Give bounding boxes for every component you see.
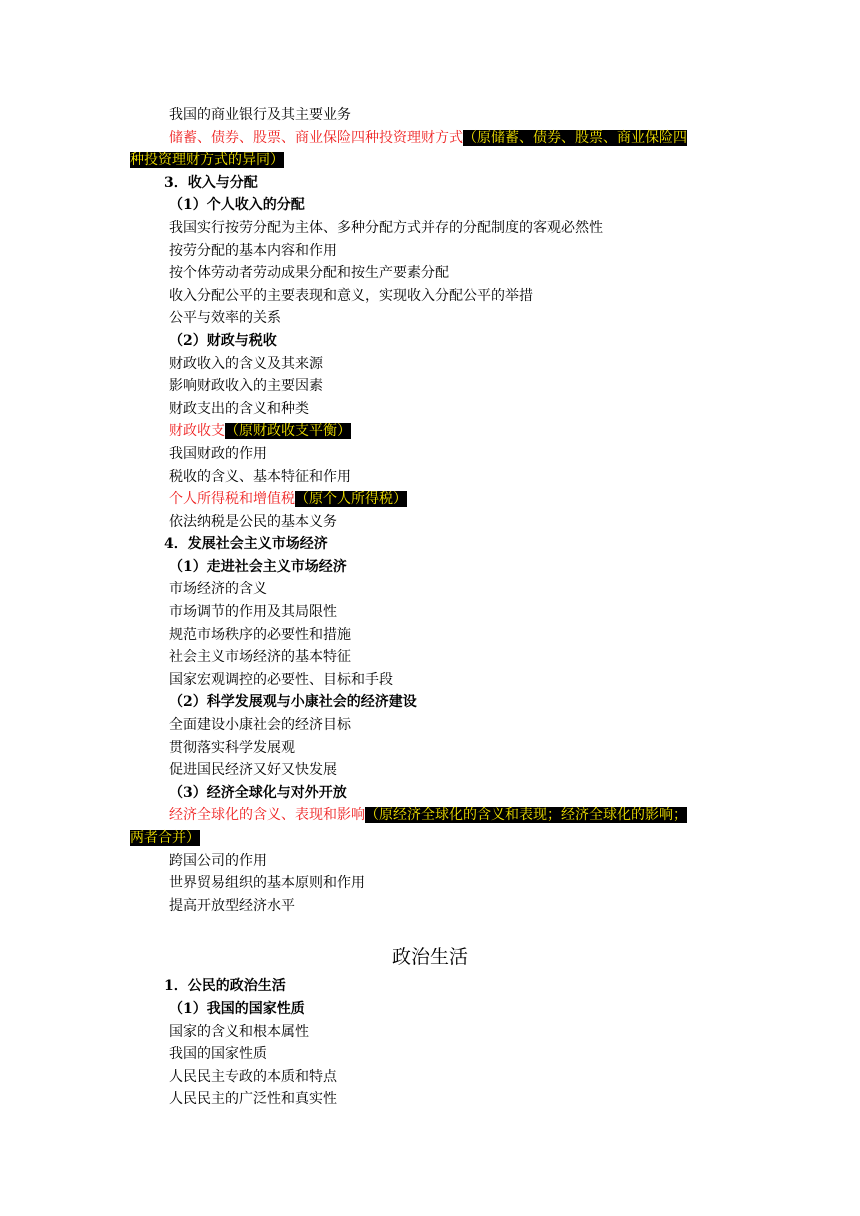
list-item: 规范市场秩序的必要性和措施	[169, 626, 351, 643]
subsection-heading: （1）走进社会主义市场经济	[169, 558, 347, 575]
change-note-continuation: 种投资理财方式的异同）	[130, 152, 284, 169]
section-heading: 3．收入与分配	[164, 174, 258, 191]
list-item: 市场经济的含义	[169, 581, 267, 598]
chapter-title	[0, 939, 860, 975]
list-item	[0, 104, 860, 127]
item-text: 我国的商业银行及其主要业务	[169, 107, 351, 123]
list-item: 按个体劳动者劳动成果分配和按生产要素分配	[169, 265, 449, 282]
list-item: 我国实行按劳分配为主体、多种分配方式并存的分配制度的客观必然性	[169, 219, 603, 236]
change-note: （原储蓄、债券、股票、商业保险四	[463, 129, 687, 146]
changed-item-text: 个人所得税和增值税	[169, 491, 295, 508]
list-item: 贯彻落实科学发展观	[169, 739, 295, 756]
list-item: 影响财政收入的主要因素	[169, 378, 323, 395]
subsection-heading: （3）经济全球化与对外开放	[169, 784, 347, 801]
changed-item-text: 储蓄、债券、股票、商业保险四种投资理财方式	[169, 129, 463, 146]
list-item: 国家宏观调控的必要性、目标和手段	[169, 671, 393, 688]
section-heading: 4．发展社会主义市场经济	[164, 536, 328, 553]
list-item: 国家的含义和根本属性	[169, 1023, 309, 1040]
list-item: 全面建设小康社会的经济目标	[169, 717, 351, 734]
list-item: 税收的含义、基本特征和作用	[169, 468, 351, 485]
section-spacer	[0, 917, 860, 939]
list-item: 依法纳税是公民的基本义务	[169, 513, 337, 530]
list-item: 跨国公司的作用	[169, 852, 267, 869]
list-item: 人民民主专政的本质和特点	[169, 1068, 337, 1085]
subsection-heading: （1）我国的国家性质	[169, 1000, 305, 1017]
list-item: 我国财政的作用	[169, 445, 267, 462]
change-note: （原个人所得税）	[295, 491, 407, 508]
chapter-title-text: 政治生活	[391, 946, 468, 969]
list-item-continuation	[0, 827, 860, 850]
list-item: 公平与效率的关系	[169, 310, 281, 327]
list-item: 提高开放型经济水平	[169, 897, 295, 914]
list-item: 财政支出的含义和种类	[169, 400, 309, 417]
list-item: 市场调节的作用及其局限性	[169, 604, 337, 621]
change-note: （原经济全球化的含义和表现；经济全球化的影响；	[365, 807, 687, 824]
list-item: 社会主义市场经济的基本特征	[169, 649, 351, 666]
list-item-changed	[0, 488, 860, 511]
list-item-changed	[0, 420, 860, 443]
section-heading: 1．公民的政治生活	[164, 978, 286, 995]
change-note: （原财政收支平衡）	[225, 423, 351, 440]
list-item: 世界贸易组织的基本原则和作用	[169, 875, 365, 892]
list-item-continuation	[0, 149, 860, 172]
list-item: 促进国民经济又好又快发展	[169, 762, 337, 779]
change-note-continuation: 两者合并）	[130, 830, 200, 846]
list-item: 收入分配公平的主要表现和意义，实现收入分配公平的举措	[169, 287, 533, 304]
subsection-heading: （2）科学发展观与小康社会的经济建设	[169, 694, 417, 711]
list-item-changed	[0, 804, 860, 827]
list-item: 我国的国家性质	[169, 1046, 267, 1063]
list-item: 财政收入的含义及其来源	[169, 355, 323, 372]
changed-item-text: 经济全球化的含义、表现和影响	[169, 807, 365, 824]
subsection-heading: （1）个人收入的分配	[169, 197, 305, 214]
subsection-heading: （2）财政与税收	[169, 332, 277, 349]
list-item: 按劳分配的基本内容和作用	[169, 242, 337, 259]
document-body	[0, 104, 860, 1111]
changed-item-text: 财政收支	[169, 423, 225, 440]
list-item-changed	[0, 127, 860, 150]
list-item: 人民民主的广泛性和真实性	[169, 1091, 337, 1108]
